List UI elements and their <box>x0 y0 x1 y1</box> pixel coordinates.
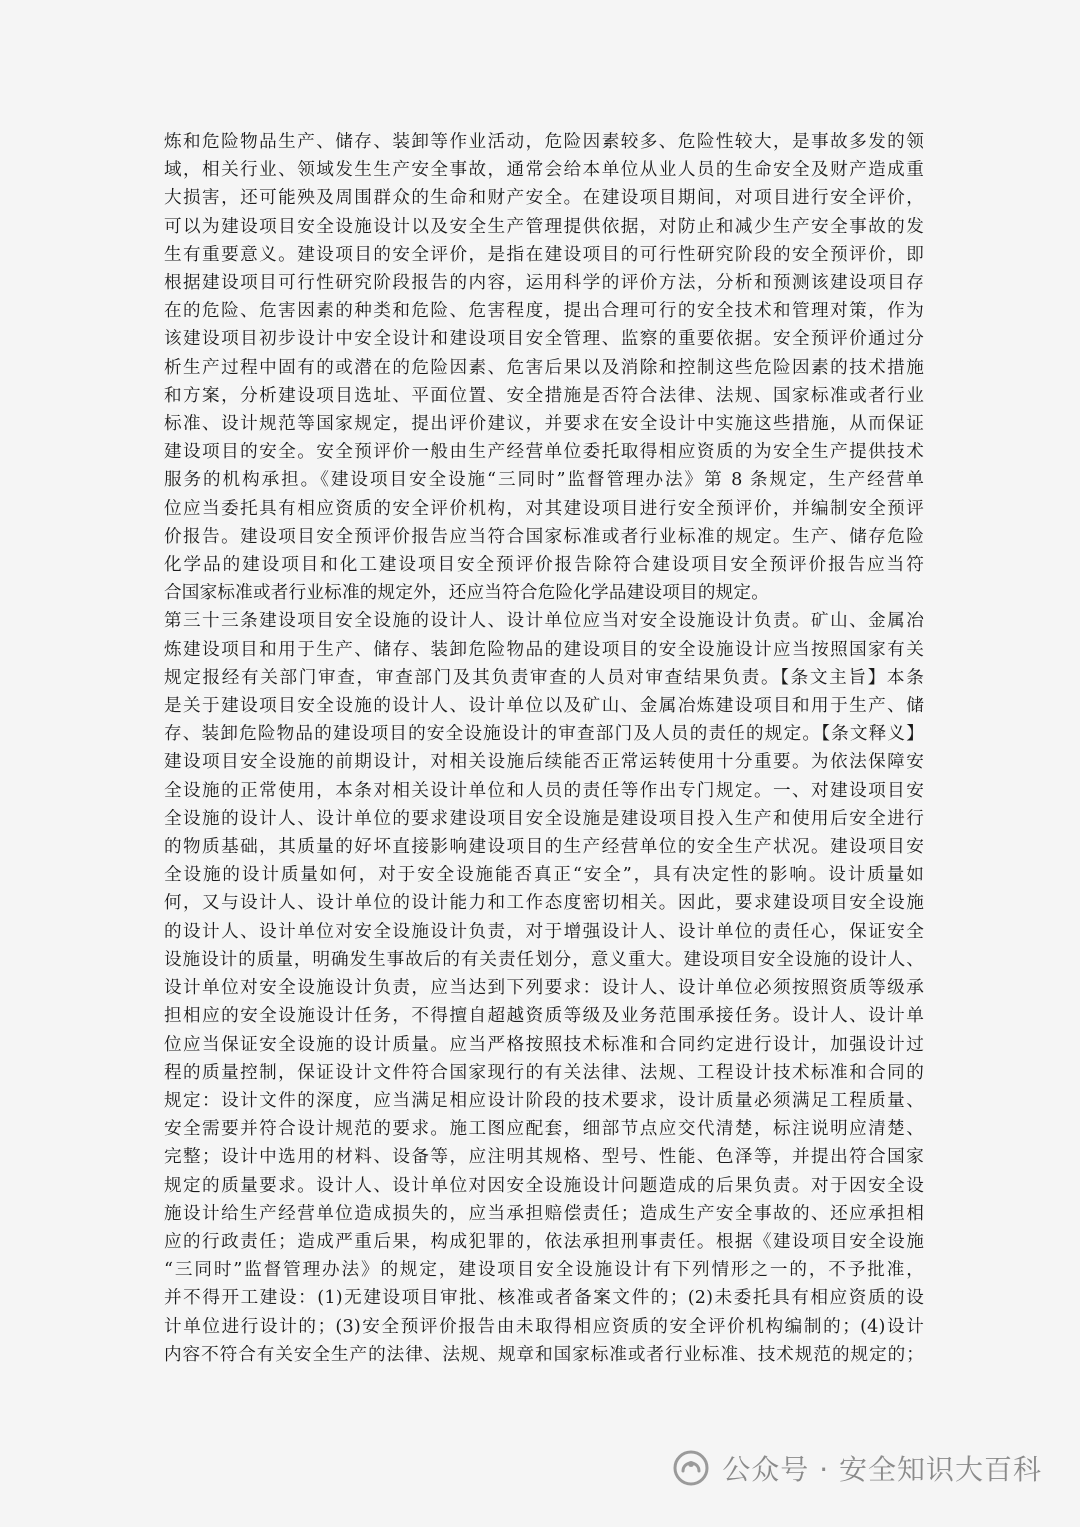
text-line: 析生产过程中固有的或潜在的危险因素、危害后果以及消除和控制这些危险因素的技术措施 <box>164 357 924 378</box>
body-text <box>164 128 924 1369</box>
text-line: 存、装卸危险物品的建设项目的安全设施设计的审查部门及人员的责任的规定。【条文释义】 <box>164 724 924 745</box>
text-line: 化学品的建设项目和化工建设项目安全预评价报告除符合建设项目安全预评价报告应当符 <box>164 555 924 576</box>
text-line: 应的行政责任；造成严重后果，构成犯罪的，依法承担刑事责任。根据《建设项目安全设施 <box>164 1231 924 1252</box>
text-line: 完整；设计中选用的材料、设备等，应注明其规格、型号、性能、色泽等，并提出符合国家 <box>164 1147 924 1168</box>
text-line: 规定报经有关部门审查，审查部门及其负责审查的人员对审查结果负责。【条文主旨】本条 <box>164 667 924 688</box>
text-line: 价报告。建设项目安全预评价报告应当符合国家标准或者行业标准的规定。生产、储存危险 <box>164 526 924 547</box>
text-line: 合国家标准或者行业标准的规定外，还应当符合危险化学品建设项目的规定。 <box>164 583 769 604</box>
text-line: 何，又与设计人、设计单位的设计能力和工作态度密切相关。因此，要求建设项目安全设施 <box>164 893 924 914</box>
text-line: 该建设项目初步设计中安全设计和建设项目安全管理、监察的重要依据。安全预评价通过分 <box>164 329 924 350</box>
text-line: 大损害，还可能殃及周围群众的生命和财产安全。在建设项目期间，对项目进行安全评价， <box>164 188 924 209</box>
text-line: 建设项目的安全。安全预评价一般由生产经营单位委托取得相应资质的为安全生产提供技术 <box>164 442 924 463</box>
text-line: 的物质基础，其质量的好坏直接影响建设项目的生产经营单位的安全生产状况。建设项目安 <box>164 837 924 858</box>
text-line: 生有重要意义。建设项目的安全评价，是指在建设项目的可行性研究阶段的安全预评价，即 <box>164 244 924 265</box>
text-line: 炼和危险物品生产、储存、装卸等作业活动，危险因素较多、危险性较大，是事故多发的领 <box>164 132 924 152</box>
watermark-text: 公众号 · 安全知识大百科 <box>722 1453 1042 1486</box>
text-line: 是关于建设项目安全设施的设计人、设计单位以及矿山、金属冶炼建设项目和用于生产、储 <box>164 696 924 717</box>
text-line: 和方案，分析建设项目选址、平面位置、安全措施是否符合法律、法规、国家标准或者行业 <box>164 385 924 406</box>
text-line: 规定：设计文件的深度，应当满足相应设计阶段的技术要求，设计质量必须满足工程质量、 <box>164 1090 924 1111</box>
text-line: 服务的机构承担。《建设项目安全设施“三同时”监督管理办法》第 8 条规定，生产经营单 <box>164 470 924 491</box>
text-line: 全设施的设计人、设计单位的要求建设项目安全设施是建设项目投入生产和使用后安全进行 <box>164 808 924 829</box>
text-line: 标准、设计规范等国家规定，提出评价建议，并要求在安全设计中实施这些措施，从而保证 <box>164 414 924 435</box>
text-line: 内容不符合有关安全生产的法律、法规、规章和国家标准或者行业标准、技术规范的规定的； <box>164 1344 924 1365</box>
text-line: 施设计给生产经营单位造成损失的，应当承担赔偿责任；造成生产安全事故的、还应承担相 <box>164 1203 924 1224</box>
text-line: 第三十三条建设项目安全设施的设计人、设计单位应当对安全设施设计负责。矿山、金属冶 <box>164 611 924 632</box>
text-line: 设施设计的质量，明确发生事故后的有关责任划分，意义重大。建设项目安全设施的设计人、 <box>164 949 924 970</box>
text-line: 可以为建设项目安全设施设计以及安全生产管理提供依据，对防止和减少生产安全事故的发 <box>164 216 924 237</box>
text-line: 根据建设项目可行性研究阶段报告的内容，运用科学的评价方法，分析和预测该建设项目存 <box>164 273 924 294</box>
wechat-official-account-icon <box>672 1449 710 1487</box>
text-line: 在的危险、危害因素的种类和危险、危害程度，提出合理可行的安全技术和管理对策，作为 <box>164 301 924 322</box>
text-line: 位应当委托具有相应资质的安全评价机构，对其建设项目进行安全预评价，并编制安全预评 <box>164 498 924 519</box>
text-line: 的设计人、设计单位对安全设施设计负责，对于增强设计人、设计单位的责任心，保证安全 <box>164 921 924 942</box>
text-line: 位应当保证安全设施的设计质量。应当严格按照技术标准和合同约定进行设计，加强设计过 <box>164 1034 924 1055</box>
text-line: 程的质量控制，保证设计文件符合国家现行的有关法律、法规、工程设计技术标准和合同的 <box>164 1062 924 1083</box>
text-line: 担相应的安全设施设计任务，不得擅自超越资质等级及业务范围承接任务。设计人、设计单 <box>164 1006 924 1027</box>
watermark <box>672 1448 1042 1488</box>
text-line: “三同时”监督管理办法》的规定，建设项目安全设施设计有下列情形之一的，不予批准， <box>164 1260 924 1281</box>
text-line: 全设施的正常使用，本条对相关设计单位和人员的责任等作出专门规定。一、对建设项目安 <box>164 780 924 801</box>
text-line: 安全需要并符合设计规范的要求。施工图应配套，细部节点应交代清楚，标注说明应清楚、 <box>164 1119 924 1140</box>
text-line: 并不得开工建设：(1)无建设项目审批、核准或者备案文件的；(2)未委托具有相应资质的设 <box>164 1288 924 1309</box>
text-line: 计单位进行设计的；(3)安全预评价报告由未取得相应资质的安全评价机构编制的；(4)设计 <box>164 1316 924 1337</box>
text-line: 规定的质量要求。设计人、设计单位对因安全设施设计问题造成的后果负责。对于因安全设 <box>164 1175 924 1196</box>
text-line: 设计单位对安全设施设计负责，应当达到下列要求：设计人、设计单位必须按照资质等级承 <box>164 978 924 999</box>
text-line: 域，相关行业、领域发生生产安全事故，通常会给本单位从业人员的生命安全及财产造成重 <box>164 160 924 181</box>
text-line: 全设施的设计质量如何，对于安全设施能否真正“安全”，具有决定性的影响。设计质量如 <box>164 865 924 886</box>
text-line: 炼建设项目和用于生产、储存、装卸危险物品的建设项目的安全设施设计应当按照国家有关 <box>164 639 924 660</box>
text-line: 建设项目安全设施的前期设计，对相关设施后续能否正常运转使用十分重要。为依法保障安 <box>164 752 924 773</box>
